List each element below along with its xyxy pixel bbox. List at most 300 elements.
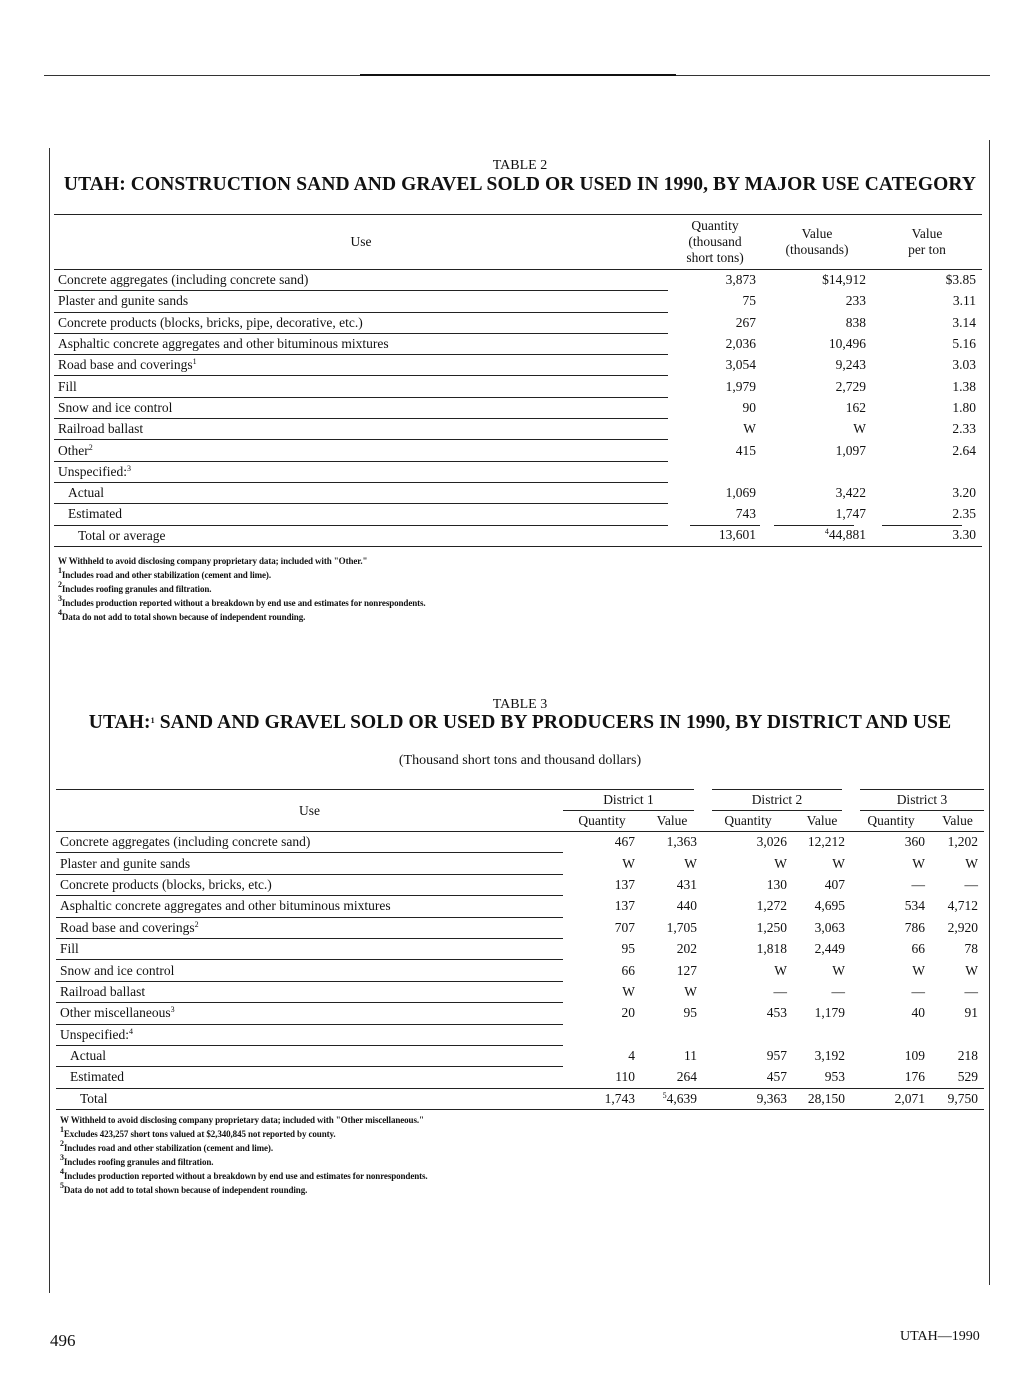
table3-cell-d1v <box>641 853 703 874</box>
table2-cell-value <box>762 440 872 461</box>
table2-cell-use <box>54 461 668 482</box>
cell-value: 407 <box>824 876 845 892</box>
cell-value: 3,026 <box>756 834 787 850</box>
footnote-ref: 2 <box>88 442 93 452</box>
cell-value: W <box>684 983 697 999</box>
table3-cell-d1v <box>641 1045 703 1066</box>
cell-value: 95 <box>621 941 635 957</box>
table3-header-district2: District 2 <box>703 790 851 811</box>
table3-row <box>56 896 984 917</box>
table3-cell-use <box>56 981 563 1002</box>
cell-value: 130 <box>766 876 787 892</box>
table2-row <box>54 291 982 312</box>
use-label: Fill <box>58 378 77 394</box>
cell-value: 529 <box>957 1069 978 1085</box>
table2-row <box>54 461 982 482</box>
table2-cell-value <box>762 461 872 482</box>
cell-value: 28,150 <box>807 1090 845 1106</box>
use-label: Actual <box>68 485 104 501</box>
table2-cell-per-ton <box>872 355 982 376</box>
table3-cell-d3q <box>851 1067 931 1088</box>
cell-value: 707 <box>614 919 635 935</box>
table3-cell-d2v <box>793 981 851 1002</box>
cell-value: 953 <box>824 1069 845 1085</box>
cell-value: W <box>774 962 787 978</box>
table3-cell-d1v <box>641 1024 703 1045</box>
cell-value: 2,729 <box>835 378 866 394</box>
table3-subtitle: (Thousand short tons and thousand dollars) <box>398 753 642 768</box>
table3-cell-d3q <box>851 1088 931 1109</box>
table3-cell-d2v <box>793 938 851 959</box>
table3-cell-d1v <box>641 917 703 938</box>
table3-row <box>56 938 984 959</box>
footnote-ref: 2 <box>194 919 199 929</box>
table2-cell-quantity <box>668 440 762 461</box>
cell-value: 534 <box>904 898 925 914</box>
table2-cell-per-ton <box>872 419 982 440</box>
table3-cell-d1v <box>641 1088 703 1109</box>
table2-cell-use <box>54 525 668 546</box>
table3-cell-d3v <box>931 981 984 1002</box>
cell-value: W <box>622 855 635 871</box>
cell-value: 9,363 <box>756 1090 787 1106</box>
table3-cell-d2v <box>793 960 851 981</box>
table3-cell-d2v <box>793 1088 851 1109</box>
table3-cell-d3v <box>931 1003 984 1024</box>
table2-cell-per-ton <box>872 461 982 482</box>
table2-cell-value <box>762 355 872 376</box>
cell-value: 176 <box>904 1069 925 1085</box>
table3-cell-d2q <box>703 938 793 959</box>
table3-cell-d1v <box>641 960 703 981</box>
cell-value: W <box>743 421 756 437</box>
cell-value: 109 <box>904 1048 925 1064</box>
footnote <box>58 554 426 568</box>
table2-cell-per-ton <box>872 504 982 525</box>
table2-cell-use <box>54 355 668 376</box>
table3-row <box>56 1045 984 1066</box>
table2-cell-per-ton <box>872 312 982 333</box>
cell-value: — <box>831 983 845 999</box>
table2-footnotes <box>58 554 426 624</box>
use-label: Total <box>80 1090 108 1106</box>
cell-value: $14,912 <box>822 272 866 288</box>
table3-cell-d3q <box>851 1003 931 1024</box>
cell-value: 1,979 <box>725 378 756 394</box>
cell-value: 360 <box>904 834 925 850</box>
table3-header-district1: District 1 <box>563 790 703 811</box>
cell-value: 1,179 <box>814 1005 845 1021</box>
cell-value: 4,695 <box>814 898 845 914</box>
cell-value: W <box>622 983 635 999</box>
cell-value: 1.38 <box>952 378 976 394</box>
cell-value: 3.11 <box>952 293 976 309</box>
table3-cell-d1v <box>641 1067 703 1088</box>
cell-value: 2,036 <box>725 336 756 352</box>
use-label: Asphaltic concrete aggregates and other bituminous mixtures <box>58 336 389 352</box>
table3-cell-d3v <box>931 1088 984 1109</box>
cell-value: 467 <box>614 834 635 850</box>
footnote-text: W Withheld to avoid disclosing company proprietary data; included with "Other miscellaneous." <box>60 1115 424 1125</box>
cell-value: 786 <box>904 919 925 935</box>
table3-header-d2-value: Value <box>806 813 838 828</box>
table2-cell-use <box>54 397 668 418</box>
table3-cell-d2q <box>703 896 793 917</box>
table3-cell-d1v <box>641 896 703 917</box>
cell-value: 5.16 <box>952 336 976 352</box>
table3-cell-d2q <box>703 853 793 874</box>
table3-cell-d1q <box>563 1003 641 1024</box>
use-label: Concrete aggregates (including concrete sand) <box>60 834 311 850</box>
table3-header-d3-quantity: Quantity <box>867 813 915 828</box>
cell-value: 1,818 <box>756 941 787 957</box>
cell-value: 90 <box>742 399 756 415</box>
footnote-ref: 3 <box>170 1005 175 1015</box>
cell-value: 233 <box>845 293 866 309</box>
table3-row <box>56 960 984 981</box>
footnote-text: Includes roofing granules and filtration. <box>63 1157 214 1167</box>
cell-value: 457 <box>766 1069 787 1085</box>
table3-cell-d2v <box>793 1067 851 1088</box>
use-label: Estimated <box>70 1069 124 1085</box>
cell-value: 453 <box>766 1005 787 1021</box>
table2-cell-quantity <box>668 355 762 376</box>
cell-value: 743 <box>735 506 756 522</box>
footnote-ref: 1 <box>192 357 197 367</box>
table3-header-d1-quantity: Quantity <box>578 813 626 828</box>
cell-value: 91 <box>964 1005 978 1021</box>
table3-row <box>56 874 984 895</box>
table3-cell-d2v <box>793 1024 851 1045</box>
table3-cell-d2q <box>703 1024 793 1045</box>
table3-cell-d3q <box>851 960 931 981</box>
footnote-marker: 2 <box>58 580 62 589</box>
table3-header-d2-quantity: Quantity <box>724 813 772 828</box>
cell-value: W <box>912 855 925 871</box>
use-label: Snow and ice control <box>58 399 173 415</box>
footnote-text: Includes production reported without a breakdown by end use and estimates for nonrespondents. <box>63 1171 428 1181</box>
page-number: 496 <box>50 1331 76 1350</box>
cell-value: W <box>832 855 845 871</box>
table2-row <box>54 312 982 333</box>
use-label: Estimated <box>68 506 122 522</box>
table3-header-d1-value: Value <box>656 813 688 828</box>
table3-number: TABLE 3 <box>492 697 548 712</box>
table2-cell-use <box>54 291 668 312</box>
table2-cell-use <box>54 376 668 397</box>
table2-cell-value <box>762 291 872 312</box>
table2-row <box>54 525 982 546</box>
table3-cell-d2v <box>793 896 851 917</box>
footnote <box>60 1127 428 1141</box>
table2-row <box>54 333 982 354</box>
footnote-marker: 5 <box>60 1181 64 1190</box>
use-label: Unspecified: <box>58 463 127 479</box>
footnote-text: Includes road and other stabilization (cement and lime). <box>63 1143 273 1153</box>
table2-cell-value <box>762 376 872 397</box>
table3-header-district3: District 3 <box>851 790 984 811</box>
table2-row <box>54 419 982 440</box>
cell-value: W <box>684 855 697 871</box>
table3-cell-d1v <box>641 938 703 959</box>
footnote <box>60 1155 428 1169</box>
table2-cell-quantity <box>668 482 762 503</box>
footnote-text: Data do not add to total shown because of independent rounding. <box>61 612 306 622</box>
table3-cell-use <box>56 1067 563 1088</box>
table2-header-value: Value (thousands) <box>785 226 849 257</box>
footnote <box>58 610 426 624</box>
cell-value: W <box>965 962 978 978</box>
footnote <box>60 1169 428 1183</box>
table3-cell-d1q <box>563 917 641 938</box>
table3-cell-d2q <box>703 1045 793 1066</box>
table3-cell-d2v <box>793 874 851 895</box>
cell-value: 3.30 <box>952 527 976 543</box>
table2-cell-quantity <box>668 397 762 418</box>
cell-value: 1,202 <box>947 834 978 850</box>
table2-cell-quantity <box>668 376 762 397</box>
table3-row <box>56 917 984 938</box>
footnote-marker: 4 <box>60 1167 64 1176</box>
cell-value: 1,250 <box>756 919 787 935</box>
table2-row <box>54 397 982 418</box>
table2-cell-per-ton <box>872 525 982 546</box>
use-label: Railroad ballast <box>58 421 144 437</box>
cell-value: 3,422 <box>835 485 866 501</box>
use-label: Unspecified: <box>60 1026 129 1042</box>
table2-cell-quantity <box>668 291 762 312</box>
use-label: Concrete aggregates (including concrete sand) <box>58 272 309 288</box>
footnote <box>58 582 426 596</box>
top-rule-accent <box>360 74 676 76</box>
table2-cell-per-ton <box>872 482 982 503</box>
cell-value: 2.35 <box>952 506 976 522</box>
table3 <box>56 789 984 1110</box>
cell-value: 44,881 <box>828 527 866 543</box>
table3-cell-d1q <box>563 1088 641 1109</box>
cell-value: 137 <box>614 876 635 892</box>
table2-cell-quantity <box>668 525 762 546</box>
table3-row <box>56 1088 984 1109</box>
cell-value: 1,097 <box>835 442 866 458</box>
table3-cell-use <box>56 938 563 959</box>
table3-cell-d1v <box>641 1003 703 1024</box>
footnote <box>58 596 426 610</box>
table3-cell-d3q <box>851 832 931 853</box>
table2-cell-value <box>762 419 872 440</box>
cell-value: 218 <box>957 1048 978 1064</box>
cell-value: 3,873 <box>725 272 756 288</box>
cell-value: 66 <box>911 941 925 957</box>
table2-cell-use <box>54 440 668 461</box>
table2-cell-use <box>54 270 668 291</box>
table2-cell-quantity <box>668 504 762 525</box>
footnote-ref: 5 <box>662 1090 667 1100</box>
table2-row <box>54 355 982 376</box>
table3-cell-d3v <box>931 853 984 874</box>
cell-value: 9,243 <box>835 357 866 373</box>
use-label: Road base and coverings <box>60 919 195 935</box>
table3-cell-d2v <box>793 1045 851 1066</box>
cell-value: 440 <box>676 898 697 914</box>
cell-value: 838 <box>845 314 866 330</box>
table3-cell-d1q <box>563 853 641 874</box>
running-title: UTAH—1990 <box>900 1329 980 1344</box>
table3-cell-d1q <box>563 960 641 981</box>
table2-row <box>54 440 982 461</box>
table3-cell-d2q <box>703 960 793 981</box>
table3-header-d3-value: Value <box>942 813 973 828</box>
cell-value: 13,601 <box>718 527 756 543</box>
use-label: Total or average <box>78 527 166 543</box>
table2-cell-value <box>762 270 872 291</box>
use-label: Plaster and gunite sands <box>58 293 189 309</box>
table2-cell-use <box>54 333 668 354</box>
cell-value: 1.80 <box>952 399 976 415</box>
cell-value: 1,363 <box>666 834 697 850</box>
table3-cell-use <box>56 874 563 895</box>
table3-cell-d3v <box>931 960 984 981</box>
table3-cell-d2q <box>703 832 793 853</box>
cell-value: 957 <box>766 1048 787 1064</box>
table2-cell-value <box>762 397 872 418</box>
table3-cell-d2q <box>703 917 793 938</box>
table3-cell-d3v <box>931 938 984 959</box>
table3-cell-d3v <box>931 917 984 938</box>
table3-cell-d1q <box>563 874 641 895</box>
cell-value: — <box>964 983 978 999</box>
table2-cell-use <box>54 419 668 440</box>
table3-cell-d2v <box>793 853 851 874</box>
cell-value: 431 <box>676 876 697 892</box>
footnote-ref: 4 <box>824 527 829 537</box>
cell-value: 11 <box>684 1048 697 1064</box>
table3-cell-d2q <box>703 1003 793 1024</box>
footnote <box>60 1113 428 1127</box>
table2-header-use: Use <box>350 234 372 249</box>
table3-cell-d1q <box>563 896 641 917</box>
footnote-text: Includes production reported without a breakdown by end use and estimates for nonrespondents. <box>61 598 426 608</box>
cell-value: 2,920 <box>947 919 978 935</box>
table2-cell-quantity <box>668 270 762 291</box>
footnote-marker: 3 <box>58 594 62 603</box>
cell-value: — <box>964 876 978 892</box>
table2-title: UTAH: CONSTRUCTION SAND AND GRAVEL SOLD OR USED IN 1990, BY MAJOR USE CATEGORY <box>63 174 977 195</box>
table3-cell-d2v <box>793 1003 851 1024</box>
table2-cell-value <box>762 504 872 525</box>
cell-value: 2.64 <box>952 442 976 458</box>
cell-value: 3,192 <box>814 1048 845 1064</box>
cell-value: 162 <box>845 399 866 415</box>
table3-cell-d1v <box>641 981 703 1002</box>
cell-value: — <box>911 876 925 892</box>
table3-cell-d3v <box>931 832 984 853</box>
table3-cell-use <box>56 917 563 938</box>
table3-cell-d1v <box>641 874 703 895</box>
use-label: Asphaltic concrete aggregates and other bituminous mixtures <box>60 898 391 914</box>
footnote-text: Data do not add to total shown because of independent rounding. <box>63 1185 308 1195</box>
table2-cell-per-ton <box>872 376 982 397</box>
table3-cell-d1q <box>563 938 641 959</box>
table2-row <box>54 270 982 291</box>
table3-row <box>56 1067 984 1088</box>
footnote-text: Includes roofing granules and filtration. <box>61 584 212 594</box>
table3-cell-use <box>56 1088 563 1109</box>
table3-cell-d3q <box>851 853 931 874</box>
cell-value: $3.85 <box>945 272 976 288</box>
table2-cell-per-ton <box>872 440 982 461</box>
table2-row <box>54 482 982 503</box>
table3-cell-d2q <box>703 874 793 895</box>
cell-value: 2,449 <box>814 941 845 957</box>
cell-value: 2.33 <box>952 421 976 437</box>
footnote <box>60 1141 428 1155</box>
cell-value: 202 <box>676 941 697 957</box>
footnote-marker: 4 <box>58 608 62 617</box>
cell-value: W <box>774 855 787 871</box>
cell-value: 78 <box>964 941 978 957</box>
cell-value: 137 <box>614 898 635 914</box>
table3-cell-d2v <box>793 917 851 938</box>
table2-cell-use <box>54 504 668 525</box>
table3-cell-use <box>56 960 563 981</box>
table2-number: TABLE 2 <box>492 158 548 173</box>
cell-value: — <box>911 983 925 999</box>
table3-cell-d2q <box>703 981 793 1002</box>
table3-cell-use <box>56 1024 563 1045</box>
table2-header-value-per-ton: Value per ton <box>908 226 946 257</box>
table2-cell-value <box>762 333 872 354</box>
table3-cell-d3v <box>931 874 984 895</box>
use-label: Concrete products (blocks, bricks, pipe, decorative, etc.) <box>58 314 363 330</box>
table2-cell-quantity <box>668 333 762 354</box>
use-label: Fill <box>60 941 79 957</box>
cell-value: 267 <box>735 314 756 330</box>
table3-cell-d3q <box>851 874 931 895</box>
table3-row <box>56 981 984 1002</box>
use-label: Snow and ice control <box>60 962 175 978</box>
table2-cell-quantity <box>668 312 762 333</box>
cell-value: 2,071 <box>894 1090 925 1106</box>
table3-cell-d1q <box>563 1067 641 1088</box>
footnote-marker: 1 <box>58 566 62 575</box>
table3-cell-d2q <box>703 1067 793 1088</box>
cell-value: 4,712 <box>947 898 978 914</box>
table3-cell-use <box>56 1003 563 1024</box>
table2-cell-per-ton <box>872 291 982 312</box>
use-label: Railroad ballast <box>60 983 146 999</box>
footnote-marker: 2 <box>60 1139 64 1148</box>
footnote-text: W Withheld to avoid disclosing company proprietary data; included with "Other." <box>58 556 368 566</box>
table3-row <box>56 853 984 874</box>
table2-cell-per-ton <box>872 270 982 291</box>
use-label: Plaster and gunite sands <box>60 855 191 871</box>
footnote-text: Excludes 423,257 short tons valued at $2,340,845 not reported by county. <box>63 1129 336 1139</box>
table3-cell-d1v <box>641 832 703 853</box>
footnote <box>58 568 426 582</box>
cell-value: 40 <box>911 1005 925 1021</box>
cell-value: W <box>912 962 925 978</box>
use-label: Other <box>58 442 89 458</box>
table3-cell-d1q <box>563 1045 641 1066</box>
use-label: Road base and coverings <box>58 357 193 373</box>
table2-cell-quantity <box>668 461 762 482</box>
cell-value: 110 <box>615 1069 635 1085</box>
cell-value: W <box>853 421 866 437</box>
table3-header-use: Use <box>56 790 563 832</box>
cell-value: 10,496 <box>828 336 866 352</box>
cell-value: 9,750 <box>947 1090 978 1106</box>
